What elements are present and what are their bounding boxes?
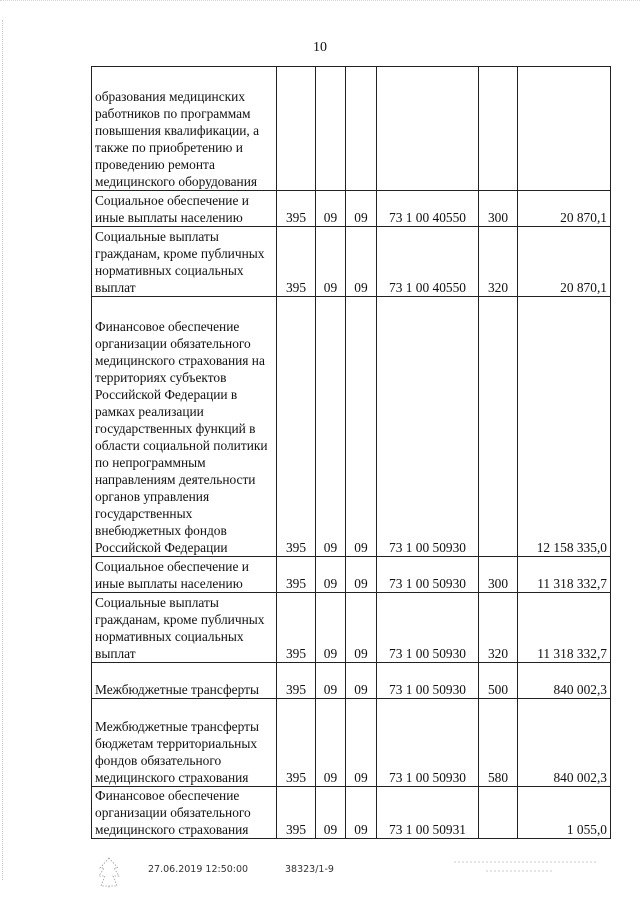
ved-cell: 395 <box>277 227 316 297</box>
section-cell: 09 <box>316 557 346 593</box>
ved-cell: 395 <box>277 557 316 593</box>
expense-type-cell <box>479 67 518 191</box>
ved-cell: 395 <box>277 593 316 663</box>
target-article-cell <box>377 67 479 191</box>
target-article-cell: 73 1 00 40550 <box>377 191 479 227</box>
expense-type-cell: 320 <box>479 227 518 297</box>
amount-cell: 1 055,0 <box>518 787 611 839</box>
subsection-cell: 09 <box>346 227 377 297</box>
scan-top-edge <box>0 0 640 11</box>
row-name-cell: Финансовое обеспечение организации обязательного медицинского страхования на территориях субъектов Российской Федерации в рамках реализации государственных функций в области социальной политики по непрограммным направлениям деятельности органов управления государственных внебюджетных фондов Российской Федерации <box>92 297 277 557</box>
document-stamp-icon <box>96 856 122 890</box>
budget-table <box>91 66 611 839</box>
target-article-cell: 73 1 00 50931 <box>377 787 479 839</box>
table-row <box>92 191 611 227</box>
expense-type-cell <box>479 787 518 839</box>
amount-cell: 11 318 332,7 <box>518 593 611 663</box>
table-row <box>92 297 611 557</box>
section-cell: 09 <box>316 297 346 557</box>
section-cell: 09 <box>316 663 346 699</box>
amount-cell: 20 870,1 <box>518 191 611 227</box>
footer-timestamp: 27.06.2019 12:50:00 <box>148 864 249 875</box>
amount-cell: 20 870,1 <box>518 227 611 297</box>
scan-left-edge <box>2 20 4 880</box>
amount-cell: 840 002,3 <box>518 699 611 787</box>
target-article-cell: 73 1 00 50930 <box>377 663 479 699</box>
table-row <box>92 699 611 787</box>
expense-type-cell <box>479 297 518 557</box>
ved-cell: 395 <box>277 787 316 839</box>
section-cell: 09 <box>316 699 346 787</box>
target-article-cell: 73 1 00 50930 <box>377 593 479 663</box>
table-row <box>92 227 611 297</box>
row-name-cell: Социальные выплаты гражданам, кроме публичных нормативных социальных выплат <box>92 593 277 663</box>
page-number: 10 <box>313 40 327 55</box>
amount-cell: 840 002,3 <box>518 663 611 699</box>
amount-cell: 12 158 335,0 <box>518 297 611 557</box>
target-article-cell: 73 1 00 40550 <box>377 227 479 297</box>
table-row <box>92 663 611 699</box>
section-cell: 09 <box>316 191 346 227</box>
faint-stamp-mark <box>452 856 602 878</box>
subsection-cell: 09 <box>346 297 377 557</box>
target-article-cell: 73 1 00 50930 <box>377 557 479 593</box>
table-row <box>92 67 611 191</box>
expense-type-cell: 580 <box>479 699 518 787</box>
section-cell <box>316 67 346 191</box>
section-cell: 09 <box>316 227 346 297</box>
expense-type-cell: 320 <box>479 593 518 663</box>
row-name-cell: Межбюджетные трансферты <box>92 663 277 699</box>
row-name-cell: Социальное обеспечение и иные выплаты населению <box>92 557 277 593</box>
target-article-cell: 73 1 00 50930 <box>377 699 479 787</box>
expense-type-cell: 500 <box>479 663 518 699</box>
footer-doc-number: 38323/1-9 <box>285 864 334 875</box>
ved-cell: 395 <box>277 191 316 227</box>
ved-cell: 395 <box>277 297 316 557</box>
subsection-cell <box>346 67 377 191</box>
target-article-cell: 73 1 00 50930 <box>377 297 479 557</box>
section-cell: 09 <box>316 787 346 839</box>
subsection-cell: 09 <box>346 593 377 663</box>
amount-cell <box>518 67 611 191</box>
row-name-cell: образования медицинских работников по программам повышения квалификации, а также по приобретению и проведению ремонта медицинского оборудования <box>92 67 277 191</box>
ved-cell: 395 <box>277 663 316 699</box>
subsection-cell: 09 <box>346 663 377 699</box>
table-row <box>92 593 611 663</box>
expense-type-cell: 300 <box>479 191 518 227</box>
subsection-cell: 09 <box>346 699 377 787</box>
subsection-cell: 09 <box>346 557 377 593</box>
expense-type-cell: 300 <box>479 557 518 593</box>
section-cell: 09 <box>316 593 346 663</box>
ved-cell <box>277 67 316 191</box>
ved-cell: 395 <box>277 699 316 787</box>
row-name-cell: Социальное обеспечение и иные выплаты населению <box>92 191 277 227</box>
amount-cell: 11 318 332,7 <box>518 557 611 593</box>
table-row <box>92 557 611 593</box>
row-name-cell: Финансовое обеспечение организации обязательного медицинского страхования <box>92 787 277 839</box>
row-name-cell: Социальные выплаты гражданам, кроме публичных нормативных социальных выплат <box>92 227 277 297</box>
subsection-cell: 09 <box>346 787 377 839</box>
subsection-cell: 09 <box>346 191 377 227</box>
row-name-cell: Межбюджетные трансферты бюджетам территориальных фондов обязательного медицинского страхования <box>92 699 277 787</box>
table-row <box>92 787 611 839</box>
